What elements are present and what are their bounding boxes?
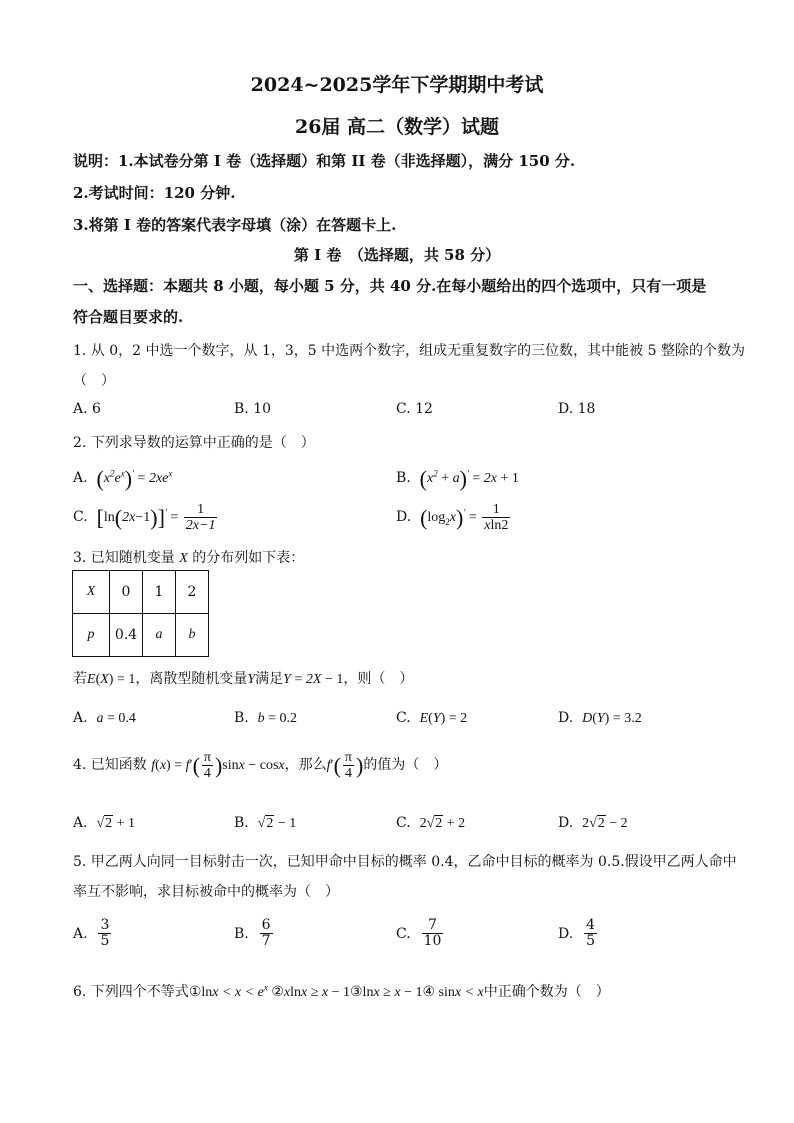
distribution-table <box>72 570 209 657</box>
exam-title: 2024~2025学年下学期期中考试 <box>250 74 544 96</box>
q3-option-c: C. E(Y) = 2 <box>396 710 468 726</box>
q4-option-d: D. 2√2 − 2 <box>558 815 628 831</box>
table-cell: 2 <box>176 571 209 614</box>
q3-condition: 若E(X) = 1，离散型随机变量Y满足Y = 2X − 1，则（ ） <box>73 671 414 687</box>
q5-option-b: B. $\frac{6}{7}$ <box>234 917 271 950</box>
note-3: 3.将第 I 卷的答案代表字母填（涂）在答题卡上. <box>73 216 397 234</box>
q6-stem: 6. 下列四个不等式①lnx < $x < e^x$ ②xlnx ≥ x − 1③lnx ≥ x − 1④ sinx < x中正确个数为（ ） <box>73 982 610 1000</box>
q4-stem: 4. 已知函数 f(x) = f′( $\frac{\pi}{4}$ )sinx − cosx，那么f′( $\frac{\pi}{4}$ )的值为（ ） <box>73 750 448 782</box>
table-cell: 0 <box>110 571 143 614</box>
q5-option-a: A. $\frac{3}{5}$ <box>73 917 110 950</box>
section-intro-line1: 一、选择题：本题共 8 小题，每小题 5 分，共 40 分.在每小题给出的四个选项中，只有一项是 <box>73 277 707 295</box>
q2-option-c: C. [ln(2x−1)]′ = $\frac{1}{2x-1}$ <box>73 502 216 534</box>
table-cell: 0.4 <box>110 614 143 657</box>
q5-stem-line2: 率互不影响，求目标被命中的概率为（ ） <box>73 884 339 900</box>
table-cell: X <box>73 571 110 614</box>
q4-option-a: A. √2 + 1 <box>73 815 136 831</box>
table-cell: a <box>143 614 176 657</box>
q4-option-b: B. √2 − 1 <box>234 815 297 831</box>
q1-option-c: C. 12 <box>396 401 433 417</box>
q2-option-b: B. $(x^2 + a)' = 2x + 1$ <box>396 466 519 491</box>
q2-stem: 2. 下列求导数的运算中正确的是（ ） <box>73 435 315 451</box>
q2-option-d: D. $(\log_2x)'$ = $\frac{1}{xln2}$ <box>396 502 509 534</box>
table-row <box>73 571 209 614</box>
q1-option-b: B. 10 <box>234 401 272 417</box>
q5-stem: 5. 甲乙两人向同一目标射击一次，已知甲命中目标的概率 0.4，乙命中目标的概率为 0.5.假设甲乙两人命中 <box>73 854 737 870</box>
note-1: 说明：1.本试卷分第 I 卷（选择题）和第 II 卷（非选择题），满分 150 分. <box>73 152 576 170</box>
table-cell: 1 <box>143 571 176 614</box>
table-row <box>73 614 209 657</box>
table-cell: p <box>73 614 110 657</box>
q3-option-d: D. D(Y) = 3.2 <box>558 710 642 726</box>
q2-option-a: A. $(x^2e^x)' = 2xe^x$ <box>73 466 173 491</box>
note-2: 2.考试时间：120 分钟. <box>73 184 236 202</box>
q5-option-c: C. $\frac{7}{10}$ <box>396 917 442 950</box>
q3-stem: 3. 已知随机变量 X 的分布列如下表： <box>73 550 305 566</box>
table-cell: b <box>176 614 209 657</box>
exam-subtitle: 26届 高二（数学）试题 <box>294 116 500 138</box>
q1-stem-bracket: （ ） <box>73 373 115 389</box>
section-heading: 第 I 卷 （选择题，共 58 分） <box>293 246 501 264</box>
section-intro-line2: 符合题目要求的. <box>73 308 184 326</box>
q3-option-b: B. b = 0.2 <box>234 710 298 726</box>
q5-option-d: D. $\frac{4}{5}$ <box>558 917 595 950</box>
q1-option-d: D. 18 <box>558 401 596 417</box>
q4-option-c: C. 2√2 + 2 <box>396 815 466 831</box>
q1-option-a: A. 6 <box>73 401 101 417</box>
q3-option-a: A. a = 0.4 <box>73 710 136 726</box>
q1-stem: 1. 从 0，2 中选一个数字，从 1，3，5 中选两个数字，组成无重复数字的三位数，其中能被 5 整除的个数为 <box>73 343 745 359</box>
